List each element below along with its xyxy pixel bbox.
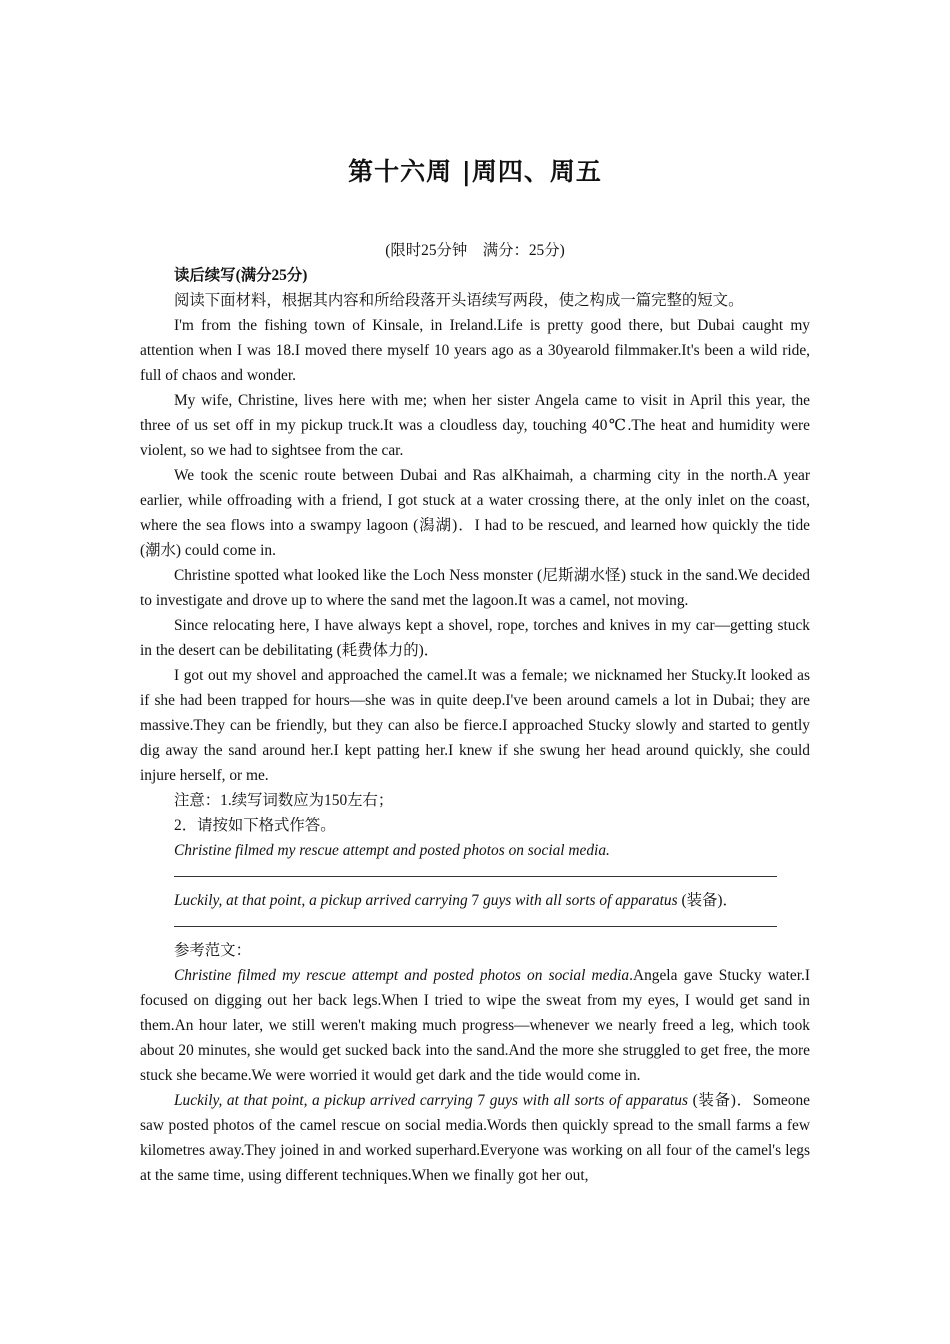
answer-line-2[interactable] xyxy=(174,913,777,938)
note-format: 2．请按如下格式作答。 xyxy=(174,817,336,834)
passage-paragraph: I'm from the fishing town of Kinsale, in Ireland.Life is pretty good there, but Dubai caught my attention when I was 18.I moved there myself 10 years ago as a 30yearold filmmaker.It's been a wild ride, full of chaos and wonder. xyxy=(140,317,810,384)
reference-paragraph-1 xyxy=(140,963,810,1088)
prompt-2-italic-a: Luckily, at that point, a pickup arrived carrying xyxy=(174,892,472,909)
ref-p2-rest: (装备)．Someone saw posted photos of the camel rescue on social media.Words then quickly spread to the small farms a few kilometres away.They joined in and worked superhard.Everyone was working on all four of the camel's legs at the same time, using different techniques.When we finally got her out, xyxy=(140,1092,810,1184)
prompt-2-number: 7 xyxy=(471,892,480,909)
instruction: 阅读下面材料，根据其内容和所给段落开头语续写两段，使之构成一篇完整的短文。 xyxy=(174,292,744,309)
prompt-2-end: (装备)． xyxy=(677,892,738,909)
ref-p2-number: 7 xyxy=(477,1092,486,1109)
passage-paragraph: Since relocating here, I have always kept a shovel, rope, torches and knives in my car—getting stuck in the desert can be debilitating (耗费体力的)． xyxy=(140,617,810,659)
section-heading: 读后续写(满分25分) xyxy=(174,267,308,284)
passage-paragraph: We took the scenic route between Dubai and Ras alKhaimah, a charming city in the north.A year earlier, while offroading with a friend, I got stuck at a water crossing there, at the only inlet on the coast, where the sea flows into a swampy lagoon (潟湖)．I had to be rescued, and learned how quickly the tide (潮水) could come in. xyxy=(140,467,810,559)
answer-line-1[interactable] xyxy=(174,863,777,888)
ref-p2-italic-a: Luckily, at that point, a pickup arrived carrying xyxy=(174,1092,478,1109)
continuation-prompt-1: Christine filmed my rescue attempt and posted photos on social media. xyxy=(174,842,610,859)
ref-p2-italic-b: guys with all sorts of apparatus xyxy=(485,1092,688,1109)
continuation-prompt-2 xyxy=(140,888,810,913)
reference-heading: 参考范文： xyxy=(174,942,251,959)
ref-p1-rest: .Angela gave Stucky water.I focused on digging out her back legs.When I tried to wipe the sweat from my eyes, I would get sand in them.An hour later, we still weren't making much progress—whenever we nearly freed a leg, which took about 20 minutes, she would get sucked back into the sand.And the more she struggled to get free, the more stuck she became.We were worried it would get dark and the tide would come in. xyxy=(140,967,810,1084)
passage-paragraph: Christine spotted what looked like the Loch Ness monster (尼斯湖水怪) stuck in the sand.We decided to investigate and drove up to where the sand met the lagoon.It was a camel, not moving. xyxy=(140,567,810,609)
ref-p1-italic: Christine filmed my rescue attempt and posted photos on social media xyxy=(174,967,630,984)
passage-paragraph: I got out my shovel and approached the camel.It was a female; we nicknamed her Stucky.It looked as if she had been trapped for hours—she was in quite deep.I've been around camels a lot in Dubai; they are massive.They can be friendly, but they can also be fierce.I approached Stucky slowly and started to gently dig away the sand around her.I kept patting her.I knew if she swung her head around quickly, she could injure herself, or me. xyxy=(140,667,810,784)
note-word-count: 注意：1.续写词数应为150左右； xyxy=(174,792,394,809)
reference-paragraph-2 xyxy=(140,1088,810,1188)
prompt-2-italic-b: guys with all sorts of apparatus xyxy=(479,892,678,909)
page-title: 第十六周 |周四、周五 xyxy=(348,157,602,186)
document-body xyxy=(140,238,810,1188)
passage-paragraph: My wife, Christine, lives here with me; when her sister Angela came to visit in April this year, the three of us set off in my pickup truck.It was a cloudless day, touching 40℃.The heat and humidity were violent, so we had to sightsee from the car. xyxy=(140,392,810,459)
time-limit-subtitle: (限时25分钟 满分：25分) xyxy=(385,242,565,259)
